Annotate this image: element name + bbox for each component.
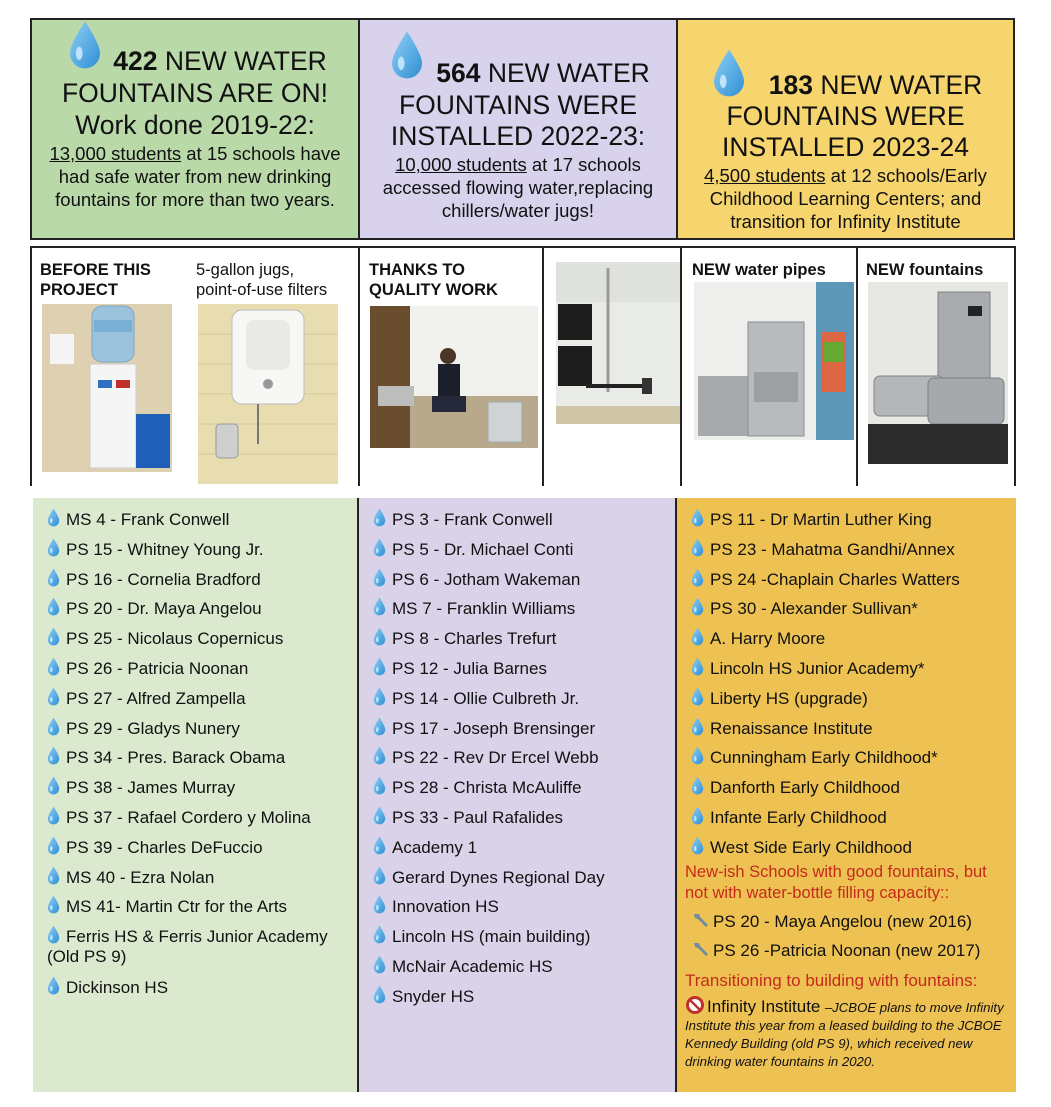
water-drop-icon — [691, 538, 704, 557]
school-name: PS 38 - James Murray — [66, 778, 236, 798]
water-drop-icon — [691, 746, 704, 765]
school-name: PS 29 - Gladys Nunery — [66, 718, 240, 738]
header-title-line3: INSTALLED 2022-23: — [390, 121, 646, 151]
no-entry-icon — [685, 995, 705, 1015]
water-drop-icon — [47, 627, 60, 646]
water-drop-icon — [47, 568, 60, 587]
divider — [30, 246, 1016, 248]
water-drop-icon — [47, 746, 60, 765]
water-drop-icon — [47, 657, 60, 676]
new-pipe-photo — [556, 262, 680, 424]
list-item — [691, 687, 1011, 717]
list-item — [691, 657, 1011, 687]
divider — [1014, 246, 1016, 486]
photo-row — [30, 246, 1016, 486]
school-name: West Side Early Childhood — [710, 837, 912, 857]
school-name: PS 26 - Patricia Noonan — [66, 658, 249, 678]
header-title: 564 NEW WATER — [436, 58, 650, 88]
list-item — [47, 568, 347, 598]
school-name: PS 5 - Dr. Michael Conti — [392, 539, 574, 559]
list-item — [373, 836, 669, 866]
school-name: PS 37 - Rafael Cordero y Molina — [66, 807, 311, 827]
list-item — [47, 746, 347, 776]
water-drop-icon — [47, 538, 60, 557]
list-item — [373, 806, 669, 836]
school-name: Snyder HS — [392, 986, 475, 1006]
school-name: PS 20 - Dr. Maya Angelou — [66, 599, 262, 619]
school-name: PS 11 - Dr Martin Luther King — [710, 510, 932, 529]
water-drop-icon — [47, 776, 60, 795]
school-name: PS 23 - Mahatma Gandhi/Annex — [710, 539, 955, 559]
list-item — [47, 717, 347, 747]
water-drop-icon — [47, 597, 60, 616]
list-item — [47, 836, 347, 866]
water-drop-icon — [373, 776, 386, 795]
water-drop-icon — [691, 776, 704, 795]
water-drop-icon — [691, 597, 704, 616]
water-drop-icon — [691, 836, 704, 855]
list-item — [47, 508, 347, 538]
list-item — [47, 687, 347, 717]
school-name: PS 17 - Joseph Brensinger — [392, 718, 596, 738]
water-drop-icon — [373, 746, 386, 765]
list-item — [685, 939, 1010, 968]
water-drop-icon — [47, 925, 60, 944]
water-drop-icon — [373, 657, 386, 676]
caption-thanks: THANKS TO QUALITY WORK — [369, 261, 498, 299]
new-pipes-fountain-photo — [694, 282, 854, 440]
infinity-entry — [685, 995, 1010, 1071]
water-drop-icon — [373, 925, 386, 944]
tool-list — [685, 910, 1010, 968]
infinity-note: –JCBOE plans to move Infinity Institute this year from a leased building to the JCBOE Kennedy Building (old PS 9), which received new drinking water fountains in 2020. — [685, 1000, 1004, 1069]
list-item — [373, 895, 669, 925]
school-name: PS 8 - Charles Trefurt — [392, 629, 557, 649]
water-drop-icon — [691, 508, 704, 527]
water-drop-icon — [373, 597, 386, 616]
school-name: PS 25 - Nicolaus Copernicus — [66, 629, 284, 649]
header-title-line2: FOUNTAINS ARE ON! — [61, 78, 328, 108]
water-drop-icon — [373, 538, 386, 557]
divider — [542, 246, 544, 486]
list-item — [47, 866, 347, 896]
school-name: PS 6 - Jotham Wakeman — [392, 569, 581, 589]
water-drop-icon — [373, 895, 386, 914]
list-item — [47, 776, 347, 806]
school-list-2022-23 — [359, 498, 677, 1092]
caption-pipes: NEW water pipes — [692, 261, 826, 279]
divider — [680, 246, 682, 486]
list-item — [691, 627, 1011, 657]
school-name: MS 4 - Frank Conwell — [66, 510, 230, 529]
wrench-icon — [691, 910, 711, 930]
school-list-2023-24 — [677, 498, 1016, 1092]
list-item — [373, 955, 669, 985]
water-drop-icon — [691, 627, 704, 646]
list-item — [373, 985, 669, 1015]
list-item — [373, 538, 669, 568]
school-name: MS 41- Martin Ctr for the Arts — [66, 897, 288, 917]
list-item — [373, 508, 669, 538]
header-title-line3: Work done 2019-22: — [75, 110, 315, 140]
water-drop-icon — [691, 717, 704, 736]
school-name: Lincoln HS Junior Academy* — [710, 658, 925, 678]
water-drop-icon — [47, 717, 60, 736]
list-item — [685, 910, 1010, 939]
caption-jugs: 5-gallon jugs, point-of-use filters — [196, 261, 328, 299]
water-drop-icon — [373, 717, 386, 736]
note-new-ish-schools: New-ish Schools with good fountains, but not with water-bottle filling capacity:: — [685, 863, 987, 902]
list-item — [373, 925, 669, 955]
school-name: Cunningham Early Childhood* — [710, 748, 938, 768]
water-drop-icon — [691, 806, 704, 825]
list-item — [47, 895, 347, 925]
water-drop-icon — [47, 806, 60, 825]
school-name: Ferris HS & Ferris Junior Academy (Old PS 9) — [47, 927, 328, 967]
school-name: Academy 1 — [392, 837, 478, 857]
school-name: PS 16 - Cornelia Bradford — [66, 569, 261, 589]
school-name: PS 28 - Christa McAuliffe — [392, 778, 582, 798]
list-item — [47, 627, 347, 657]
header-title-line3: INSTALLED 2023-24 — [722, 132, 969, 162]
list-item — [373, 627, 669, 657]
school-name: Liberty HS (upgrade) — [710, 688, 868, 708]
water-drop-icon — [373, 836, 386, 855]
header-title-line2: FOUNTAINS WERE — [726, 101, 965, 131]
school-name: PS 15 - Whitney Young Jr. — [66, 539, 264, 559]
list-item — [691, 776, 1011, 806]
school-name: PS 3 - Frank Conwell — [392, 510, 553, 529]
school-name: MS 40 - Ezra Nolan — [66, 867, 215, 887]
list-item — [47, 806, 347, 836]
water-drop-icon — [47, 866, 60, 885]
school-name: PS 33 - Paul Rafalides — [392, 807, 564, 827]
list-item — [691, 538, 1011, 568]
list-item — [691, 568, 1011, 598]
note-transition: Transitioning to building with fountains: — [685, 971, 978, 990]
school-name: Renaissance Institute — [710, 718, 873, 738]
school-name: PS 34 - Pres. Barack Obama — [66, 748, 286, 768]
list-item — [373, 746, 669, 776]
list-item — [373, 717, 669, 747]
water-drop-icon — [47, 976, 60, 995]
water-drop-icon — [373, 806, 386, 825]
water-drop-icon — [691, 687, 704, 706]
list-item — [47, 976, 347, 1006]
list-item — [47, 597, 347, 627]
school-name: Infante Early Childhood — [710, 807, 887, 827]
school-name: Gerard Dynes Regional Day — [392, 867, 605, 887]
list-item — [691, 597, 1011, 627]
header-title: 183 NEW WATER — [768, 70, 983, 100]
water-drop-icon — [373, 508, 386, 527]
school-name: A. Harry Moore — [710, 629, 826, 649]
header-title: 422 NEW WATER — [113, 46, 327, 76]
school-name: Dickinson HS — [66, 978, 169, 998]
list-notes — [685, 862, 1010, 1071]
list-item — [373, 866, 669, 896]
divider — [30, 246, 32, 486]
header-detail: 10,000 students at 17 schools accessed flowing water,replacing chillers/water jugs! — [382, 154, 654, 221]
school-name: Lincoln HS (main building) — [392, 927, 591, 947]
list-item — [373, 776, 669, 806]
water-cooler-photo — [42, 304, 172, 472]
school-name: PS 24 -Chaplain Charles Watters — [710, 569, 960, 589]
header-box-2023-24 — [676, 18, 1015, 240]
list-item — [47, 657, 347, 687]
wrench-icon — [691, 939, 711, 959]
school-name: PS 39 - Charles DeFuccio — [66, 837, 263, 857]
list-item — [373, 568, 669, 598]
water-drop-icon — [373, 627, 386, 646]
school-name: PS 20 - Maya Angelou (new 2016) — [713, 912, 972, 931]
school-name: MS 7 - Franklin Williams — [392, 599, 576, 619]
header-detail: 4,500 students at 12 schools/Early Childhood Learning Centers; and transition for Infinity Institute — [704, 165, 987, 232]
school-name: PS 12 - Julia Barnes — [392, 658, 547, 678]
water-drop-icon — [373, 985, 386, 1004]
infinity-name: Infinity Institute — [707, 997, 821, 1016]
water-drop-icon — [691, 657, 704, 676]
school-list-2019-22 — [33, 498, 359, 1092]
school-name: PS 30 - Alexander Sullivan* — [710, 599, 918, 619]
caption-before: BEFORE THIS PROJECT — [40, 261, 151, 299]
new-fountains-photo — [868, 282, 1008, 464]
list-item — [47, 538, 347, 568]
water-drop-icon — [47, 836, 60, 855]
water-drop-icon — [373, 568, 386, 587]
list-item — [691, 746, 1011, 776]
water-drop-icon — [691, 568, 704, 587]
list-item — [373, 597, 669, 627]
divider — [358, 246, 360, 486]
school-name: PS 14 - Ollie Culbreth Jr. — [392, 688, 580, 708]
list-item — [373, 657, 669, 687]
water-drop-icon — [47, 687, 60, 706]
school-list — [691, 508, 1011, 866]
list-item — [691, 717, 1011, 747]
school-name: PS 22 - Rev Dr Ercel Webb — [392, 748, 599, 768]
header-box-2019-22 — [30, 18, 360, 240]
school-list — [373, 508, 669, 1015]
school-name: McNair Academic HS — [392, 956, 553, 976]
water-drop-icon — [373, 955, 386, 974]
water-drop-icon — [47, 895, 60, 914]
school-name: Danforth Early Childhood — [710, 778, 900, 798]
caption-fountains: NEW fountains — [866, 261, 984, 279]
header-detail: 13,000 students at 15 schools have had safe water from new drinking fountains for more than two years. — [49, 143, 341, 210]
school-list — [47, 508, 347, 1006]
water-drop-icon — [373, 687, 386, 706]
header-box-2022-23 — [358, 18, 678, 240]
school-name: PS 27 - Alfred Zampella — [66, 688, 246, 708]
wall-fountain-filter-photo — [198, 304, 338, 484]
header-title-line2: FOUNTAINS WERE — [398, 90, 637, 120]
list-item — [691, 508, 1011, 538]
divider — [856, 246, 858, 486]
list-item — [373, 687, 669, 717]
school-name: Innovation HS — [392, 897, 499, 917]
water-drop-icon — [47, 508, 60, 527]
water-drop-icon — [373, 866, 386, 885]
list-item — [47, 925, 347, 967]
worker-installing-photo — [370, 306, 538, 448]
list-item — [691, 806, 1011, 836]
school-name: PS 26 -Patricia Noonan (new 2017) — [713, 941, 981, 960]
